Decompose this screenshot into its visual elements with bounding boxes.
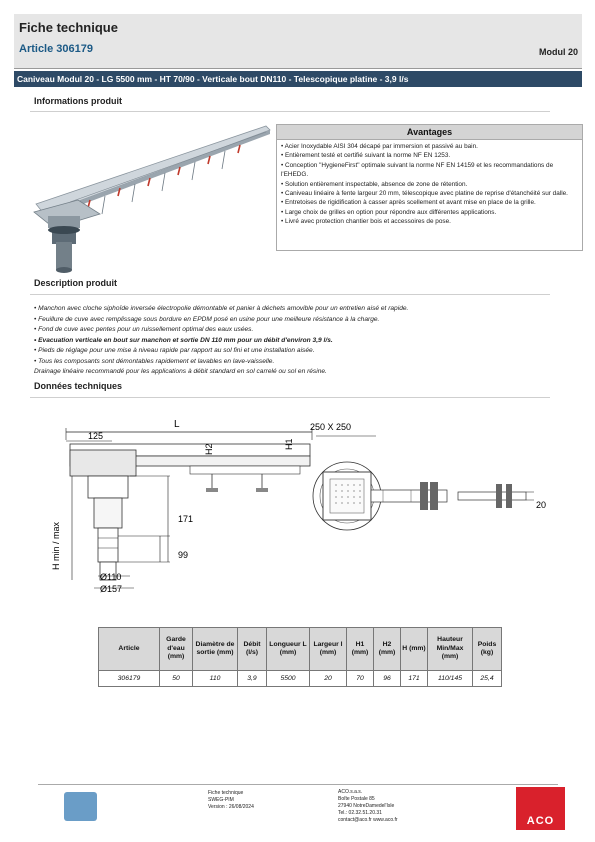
model-name: Modul 20 xyxy=(538,47,578,57)
table-header-cell: Article xyxy=(99,628,160,671)
dim-H-minmax: H min / max xyxy=(51,521,61,570)
table-header-cell: H1 (mm) xyxy=(347,628,374,671)
footer-line: SWEG-PIM xyxy=(208,797,234,803)
aco-logo xyxy=(516,787,565,830)
doc-title: Fiche technique xyxy=(19,20,118,35)
advantage-item: • Livré avec protection chantier bois et accessoires de pose. xyxy=(281,217,578,226)
footer-line: Fiche technique xyxy=(208,790,244,796)
footer-line: Version : 26/08/2024 xyxy=(208,804,254,810)
description-list xyxy=(34,304,554,378)
advantages-box xyxy=(276,124,583,251)
footer-line: Tel.: 02.32.51.20.31 xyxy=(338,810,382,816)
footer-line: contact@aco.fr www.aco.fr xyxy=(338,817,398,823)
divider xyxy=(30,294,550,295)
dim-125: 125 xyxy=(88,431,104,441)
table-header-cell: H2 (mm) xyxy=(374,628,401,671)
advantage-item: • Large choix de grilles en option pour répondre aux différentes applications. xyxy=(281,208,578,217)
table-cell: 5500 xyxy=(267,671,310,687)
description-item: Drainage linéaire recommandé pour les applications à débit standard en sol carrelé ou sol en résine. xyxy=(34,368,327,375)
advantages-list xyxy=(277,142,582,227)
table-cell: 3,9 xyxy=(238,671,267,687)
divider xyxy=(30,111,550,112)
dim-H1: H1 xyxy=(284,438,294,450)
advantage-item: • Acier Inoxydable AISI 304 décapé par immersion et passivé au bain. xyxy=(281,142,578,151)
description-item: • Manchon avec cloche siphoïde inversée électropolie démontable et panier à déchets amovible pour un entretien aisé et rapide. xyxy=(34,305,409,312)
table-cell: 306179 xyxy=(99,671,160,687)
dim-171: 171 xyxy=(178,514,194,524)
table-cell: 110 xyxy=(193,671,238,687)
dim-d110: Ø110 xyxy=(100,572,122,582)
table-header-cell: H (mm) xyxy=(401,628,428,671)
advantage-item: • Solution entièrement inspectable, absence de zone de rétention. xyxy=(281,180,578,189)
footer-line: Boîte Postale 85 xyxy=(338,796,375,802)
table-header-cell: Longueur L (mm) xyxy=(267,628,310,671)
footer-company-info xyxy=(338,789,398,824)
description-item: • Evacuation verticale en bout sur manchon et sortie DN 110 mm pour un débit d'environ 3,9 l/s. xyxy=(34,336,333,344)
dim-99: 99 xyxy=(178,550,189,560)
table-cell: 96 xyxy=(374,671,401,687)
advantage-item: • Entretoises de rigidification à casser après scellement et avant mise en place de la grille. xyxy=(281,198,578,207)
description-item: • Tous les composants sont démontables rapidement et lavables en lave-vaisselle. xyxy=(34,357,275,365)
section-info-title: Informations produit xyxy=(34,96,122,106)
description-item: • Feuillure de cuve avec remplissage sous bordure en EPDM posé en usine pour une meilleure résistance à la charge. xyxy=(34,315,380,323)
description-item: • Pieds de réglage pour une mise à niveau rapide par rapport au sol fini et une installation aisée. xyxy=(34,347,315,354)
advantage-item: • Entièrement testé et certifié suivant la norme NF EN 1253. xyxy=(281,151,578,160)
advantages-title: Avantages xyxy=(277,125,582,140)
table-header-row xyxy=(99,628,502,671)
product-banner: Caniveau Modul 20 - LG 5500 mm - HT 70/90 - Verticale bout DN110 - Telescopique platine - 3,9 l/s xyxy=(14,71,582,87)
footer-line: 27940 NotreDamedel'Isle xyxy=(338,803,395,809)
divider xyxy=(30,397,550,398)
advantage-item: • Conception "HygieneFirst" optimale suivant la norme NF EN 14159 et les recommandations de l'EHEDG. xyxy=(281,161,578,180)
dim-H2: H2 xyxy=(204,443,214,455)
table-header-cell: Débit (l/s) xyxy=(238,628,267,671)
table-cell: 20 xyxy=(310,671,347,687)
table-body xyxy=(99,671,502,687)
dim-top: 250 X 250 xyxy=(310,422,352,432)
advantage-item: • Caniveau linéaire à fente largeur 20 mm, télescopique avec platine de reprise d'étanchéité sur dalle. xyxy=(281,189,578,198)
table-cell: 171 xyxy=(401,671,428,687)
product-image xyxy=(30,122,272,282)
header xyxy=(14,14,582,69)
article-number: Article 306179 xyxy=(19,43,93,55)
dim-L: L xyxy=(174,419,180,430)
table-header-cell: Poids (kg) xyxy=(473,628,502,671)
table-header-cell: Hauteur Min/Max (mm) xyxy=(428,628,473,671)
certification-badge xyxy=(64,792,97,821)
dim-20: 20 xyxy=(536,500,547,510)
logo-text: ACO xyxy=(526,815,555,827)
table-header-cell: Diamètre de sortie (mm) xyxy=(193,628,238,671)
footer-doc-info xyxy=(208,790,254,811)
technical-drawing xyxy=(40,410,560,610)
table-cell: 50 xyxy=(160,671,193,687)
data-table xyxy=(98,627,502,687)
table-cell: 110/145 xyxy=(428,671,473,687)
table-header-cell: Garde d'eau (mm) xyxy=(160,628,193,671)
section-data-title: Données techniques xyxy=(34,381,123,391)
table-header-cell: Largeur l (mm) xyxy=(310,628,347,671)
table-cell: 25,4 xyxy=(473,671,502,687)
footer-line: ACO.s.a.s. xyxy=(338,789,363,795)
section-description-title: Description produit xyxy=(34,278,117,288)
table-cell: 70 xyxy=(347,671,374,687)
description-item: • Fond de cuve avec pentes pour un ruissellement optimal des eaux usées. xyxy=(34,326,254,333)
dim-d157: Ø157 xyxy=(100,584,123,594)
table-row xyxy=(99,671,502,687)
footer-divider xyxy=(38,784,558,785)
